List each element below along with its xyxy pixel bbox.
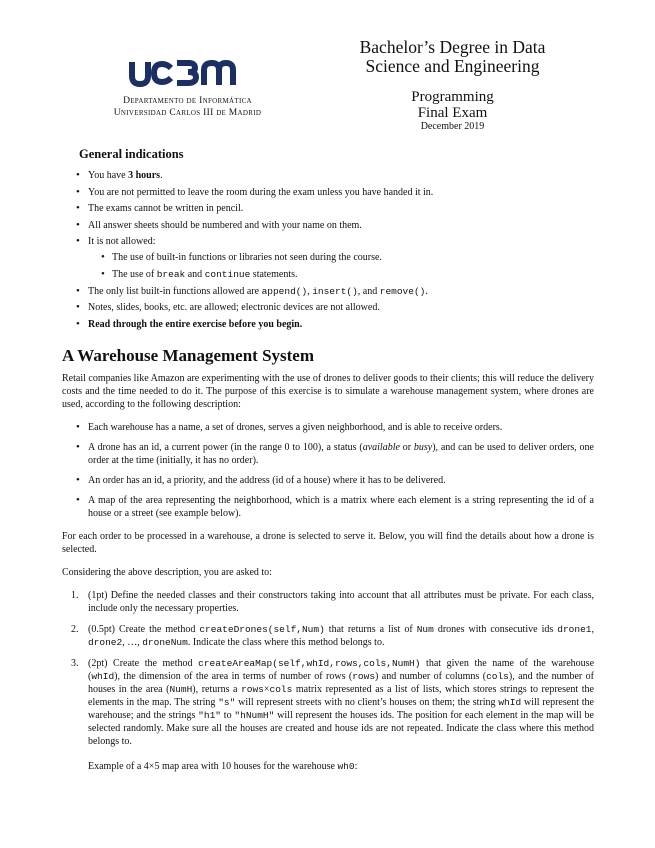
description-item: • A drone has an id, a current power (in the range 0 to 100), a status (available or busy), and can be used to deliver orders, one order at the time (initially, it has no order). bbox=[88, 441, 594, 467]
general-indications-heading: General indications bbox=[79, 147, 184, 161]
task-item: 3. (2pt) Create the method createAreaMap(self,whId,rows,cols,NumH) that given the name of the warehouse (whId), the dimension of the area in terms of number of rows (rows) and number of columns (cols), and the number of houses in the area (NumH), returns a rows×cols matrix represented as a list of lists, which stores strings to represent the elements in the map. The string "s" will represent streets with no client’s houses on them; the string whId will represent the warehouse; and the strings "h1" to "hNumH" will represent the houses ids. The position for each element in the map will be selected randomly. Make sure all the houses are created and house ids are not repeated. Indicate the class where this method belongs to. bbox=[71, 657, 595, 747]
sub-indication-item: • The use of built-in functions or libraries not seen during the course. bbox=[112, 251, 594, 264]
sub-indication-item: • The use of break and continue statements. bbox=[112, 268, 594, 281]
description-item: • An order has an id, a priority, and the address (id of a house) where it has to be delivered. bbox=[88, 474, 594, 487]
degree-title bbox=[300, 38, 605, 76]
indications-list bbox=[62, 169, 594, 331]
degree-line-2: Science and Engineering bbox=[365, 56, 540, 76]
course-line-2: Final Exam bbox=[417, 104, 488, 121]
description-item: • Each warehouse has a name, a set of drones, serves a given neighborhood, and is able to receive orders. bbox=[88, 421, 594, 434]
exam-content bbox=[62, 148, 594, 773]
asked-paragraph: Considering the above description, you are asked to: bbox=[62, 566, 272, 578]
description-list bbox=[62, 421, 594, 520]
indication-item: • It is not allowed: • The use of built-in functions or libraries not seen during the course. • The use of break and continue statements. bbox=[88, 235, 594, 281]
degree-line-1: Bachelor’s Degree in Data bbox=[359, 37, 546, 57]
indication-item: • You are not permitted to leave the room during the exam unless you have handed it in. bbox=[88, 186, 594, 199]
not-allowed-list bbox=[88, 251, 594, 281]
task-item: 1. (1pt) Define the needed classes and their constructors taking into account that all attributes must be private. For each class, include only the necessary properties. bbox=[71, 589, 594, 614]
indication-item: • The only list built-in functions allowed are append(), insert(), and remove(). bbox=[88, 285, 594, 298]
drone-selection-paragraph: For each order to be processed in a warehouse, a drone is selected to serve it. Below, you will find the details about how a drone is selected. bbox=[62, 530, 594, 555]
section-title: A Warehouse Management System bbox=[62, 345, 315, 365]
example-caption: Example of a 4×5 map area with 10 houses for the warehouse wh0: bbox=[88, 760, 358, 772]
exam-date: December 2019 bbox=[420, 121, 485, 132]
indication-item: • The exams cannot be written in pencil. bbox=[88, 202, 594, 215]
title-block bbox=[300, 38, 605, 133]
uc3m-logo bbox=[127, 56, 239, 90]
intro-paragraph: Retail companies like Amazon are experimenting with the use of drones to deliver goods to their clients; this will reduce the delivery costs and the time needed to do it. The purpose of this exercise is to simulate a warehouse management system, where drones are used, according to the following description: bbox=[62, 372, 594, 410]
course-line-1: Programming bbox=[411, 89, 494, 105]
task-item: 2. (0.5pt) Create the method createDrones(self,Num) that returns a list of Num drones with consecutive ids drone1, drone2, …, droneNum. Indicate the class where this method belongs to. bbox=[71, 623, 594, 648]
indication-item: • All answer sheets should be numbered and with your name on them. bbox=[88, 219, 594, 232]
description-item: • A map of the area representing the neighborhood, which is a matrix where each element is a string representing the id of a house or a street (see example below). bbox=[88, 494, 594, 520]
university-name: Universidad Carlos III de Madrid bbox=[113, 108, 262, 118]
department-name: Departamento de Informática bbox=[123, 96, 252, 106]
indication-item: • You have 3 hours. bbox=[88, 169, 594, 182]
indication-item: • Read through the entire exercise before you begin. bbox=[88, 318, 594, 331]
tasks-list bbox=[62, 589, 594, 748]
indication-item: • Notes, slides, books, etc. are allowed; electronic devices are not allowed. bbox=[88, 301, 594, 314]
department-block bbox=[60, 95, 315, 119]
course-title bbox=[300, 90, 605, 121]
